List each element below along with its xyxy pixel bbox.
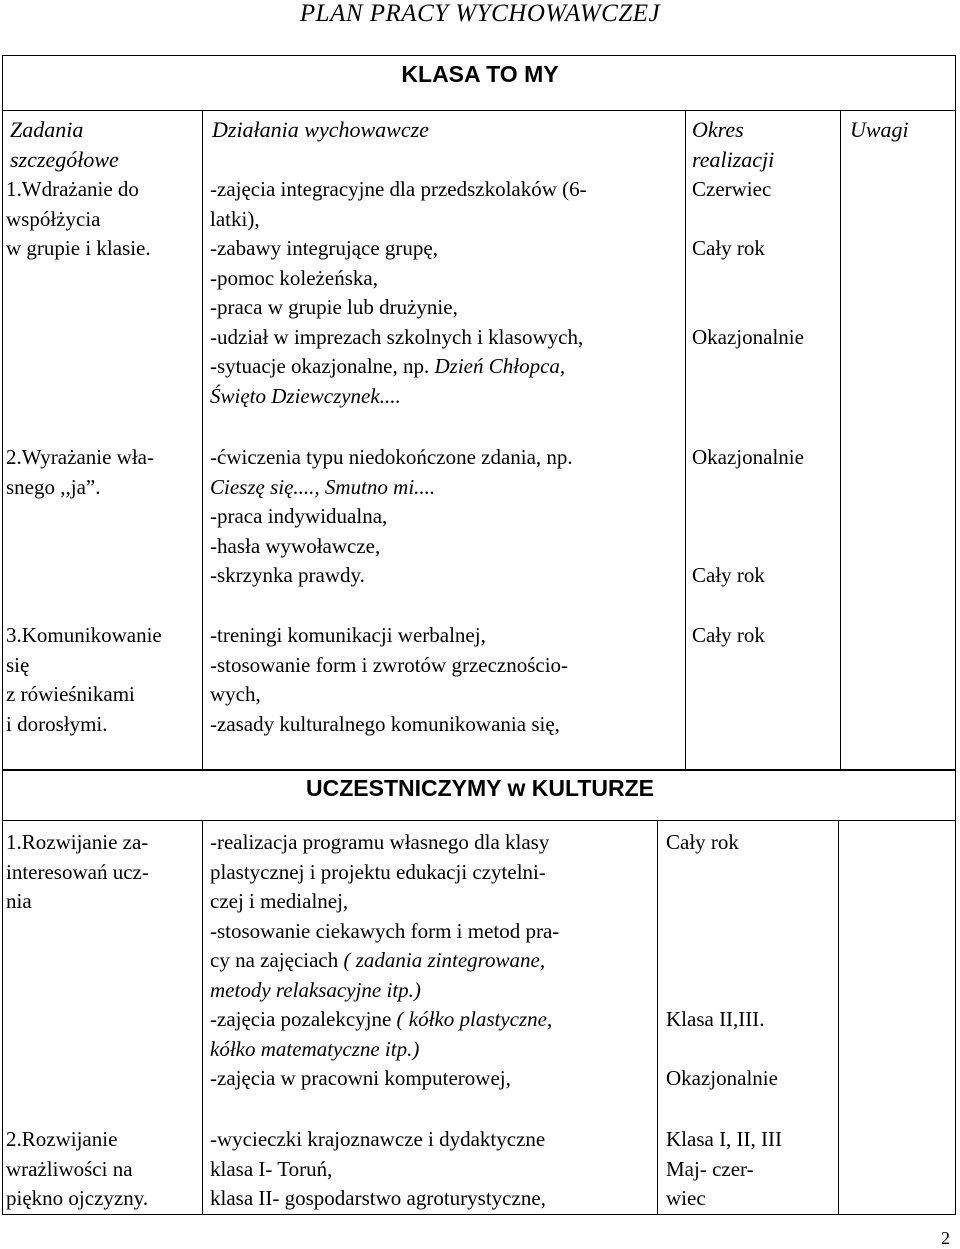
header-actions: Działania wychowawcze — [212, 117, 429, 142]
period-cell: Cały rok — [692, 623, 765, 647]
task-cell: 2.Wyrażanie wła- snego ,,ja”. — [6, 445, 154, 499]
period-cell: Czerwiec — [692, 177, 772, 201]
header-period: Okres realizacji — [692, 117, 775, 172]
task-cell: 1.Rozwijanie za- interesowań ucz- nia — [6, 830, 149, 913]
action-cell — [210, 175, 682, 411]
action-text: -zajęcia integracyjne dla przedszkolaków (6- latki), -zabawy integrujące grupę, -pomoc koleżeńska, -praca w grupie lub drużynie, -udział w imprezach szkolnych i klasowych, -sytuacje okazjonalne, np. — [210, 177, 587, 378]
action-cell — [210, 443, 682, 591]
section-heading-kultura: UCZESTNICZYMY w KULTURZE — [306, 775, 654, 801]
action-text-italic: Cieszę się...., Smutno mi.... — [210, 474, 436, 499]
table-divider — [2, 820, 956, 821]
task-cell: 3.Komunikowanie się z rówieśnikami i dorosłymi. — [6, 623, 162, 736]
period-cell: Klasa I, II, III Maj- czer- wiec — [666, 1127, 783, 1210]
period-cell: Klasa II,III. — [666, 1007, 765, 1031]
action-text-italic: ( zadania zintegrowane, metody relaksacyjne itp.) — [210, 948, 546, 1002]
period-cell: Cały rok — [692, 563, 765, 587]
period-cell: Okazjonalnie — [692, 445, 804, 469]
page-number: 2 — [941, 1228, 950, 1248]
action-text: -praca indywidualna, -hasła wywoławcze, -skrzynka prawdy. — [210, 504, 388, 587]
header-notes: Uwagi — [850, 117, 909, 142]
column-divider — [657, 820, 658, 1215]
column-divider — [202, 820, 203, 1215]
action-text-italic: Dzień Chłopca, Święto Dziewczynek.... — [210, 354, 566, 408]
period-cell: Okazjonalnie — [692, 325, 804, 349]
action-cell: -wycieczki krajoznawcze i dydaktyczne klasa I- Toruń, klasa II- gospodarstwo agroturystyczne, — [210, 1127, 546, 1210]
table-divider — [2, 110, 956, 111]
column-divider — [838, 820, 839, 1215]
action-text: -zajęcia w pracowni komputerowej, — [210, 1066, 511, 1090]
document-title: PLAN PRACY WYCHOWAWCZEJ — [299, 0, 661, 27]
action-cell: -treningi komunikacji werbalnej, -stosowanie form i zwrotów grzecznościo- wych, -zasady kulturalnego komunikowania się, — [210, 623, 569, 736]
column-divider — [685, 110, 686, 770]
period-cell: Cały rok — [692, 236, 765, 260]
action-text: -zajęcia pozalekcyjne — [210, 1007, 392, 1031]
action-cell — [210, 828, 655, 1094]
task-cell: 2.Rozwijanie wrażliwości na piękno ojczyzny. — [6, 1127, 149, 1210]
action-text-italic: ( kółko plastyczne, kółko matematyczne itp.) — [210, 1007, 553, 1061]
section-heading-klasa: KLASA TO MY — [401, 61, 559, 87]
period-cell: Cały rok — [666, 830, 739, 854]
period-cell: Okazjonalnie — [666, 1066, 778, 1090]
action-text: -ćwiczenia typu niedokończone zdania, np. — [210, 445, 573, 469]
header-tasks: Zadania szczegółowe — [10, 117, 119, 172]
column-divider — [202, 110, 203, 770]
column-divider — [840, 110, 841, 770]
task-cell: 1.Wdrażanie do współżycia w grupie i klasie. — [6, 177, 151, 260]
action-text: -realizacja programu własnego dla klasy plastycznej i projektu edukacji czytelni- czej i medialnej, -stosowanie ciekawych form i metod pra- cy na zajęciach — [210, 830, 560, 972]
